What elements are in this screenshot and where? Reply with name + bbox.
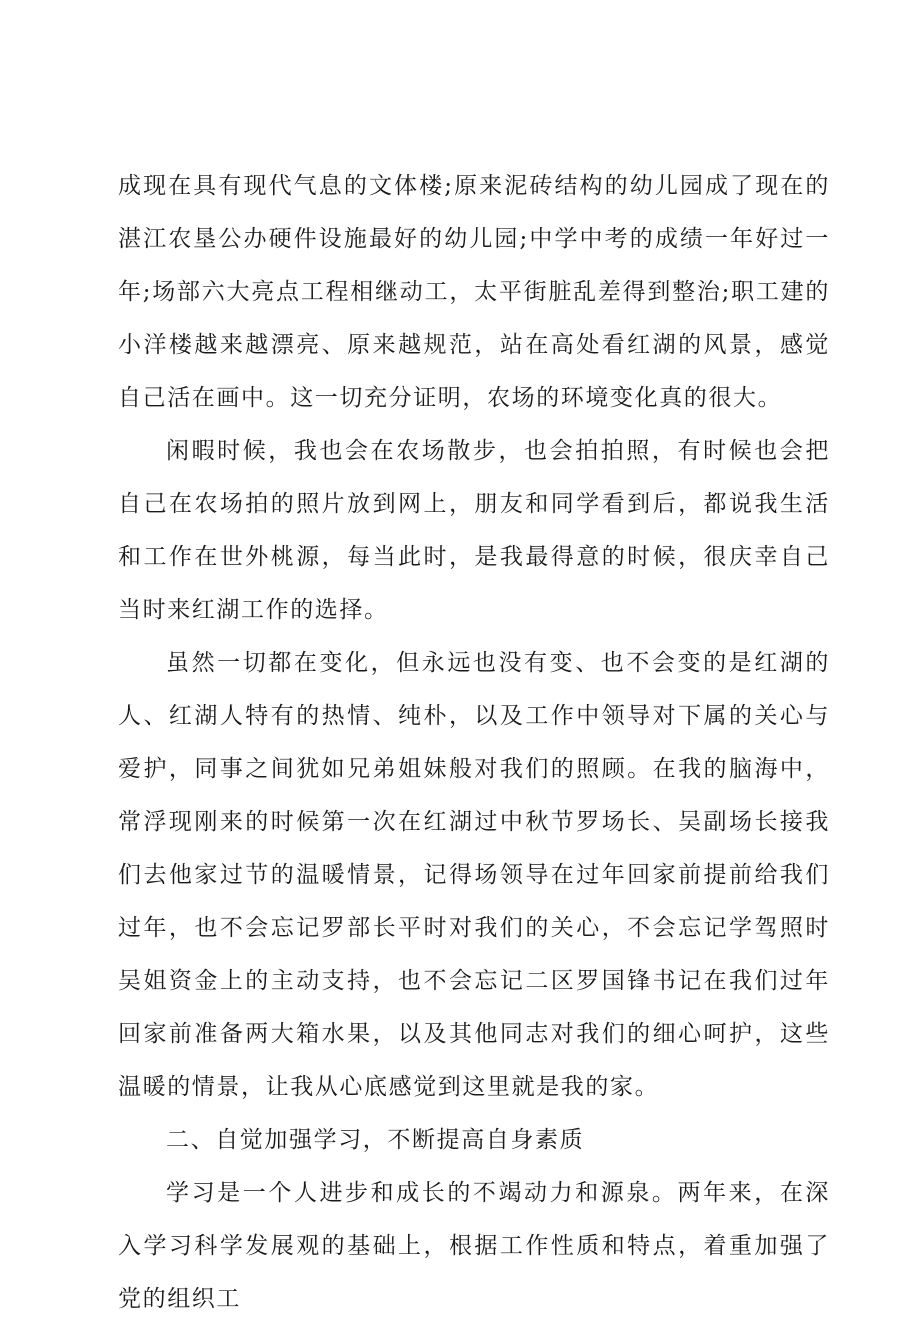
paragraph-people: 虽然一切都在变化，但永远也没有变、也不会变的是红湖的人、红湖人特有的热情、纯朴，以及工作中领导对下属的关心与爱护，同事之间犹如兄弟姐妹般对我们的照顾。在我的脑海中，常浮现刚来的时候第一次在红湖过中秋节罗场长、吴副场长接我们去他家过节的温暖情景，记得场领导在过年回家前提前给我们过年，也不会忘记罗部长平时对我们的关心，不会忘记学驾照时吴姐资金上的主动支持，也不会忘记二区罗国锋书记在我们过年回家前准备两大箱水果，以及其他同志对我们的细心呵护，这些温暖的情景，让我从心底感觉到这里就是我的家。 [118,650,830,1100]
document-body [118,160,830,1326]
paragraph-continuation: 成现在具有现代气息的文体楼;原来泥砖结构的幼儿园成了现在的湛江农垦公办硬件设施最好的幼儿园;中学中考的成绩一年好过一年;场部六大亮点工程相继动工，太平街脏乱差得到整治;职工建的小洋楼越来越漂亮、原来越规范，站在高处看红湖的风景，感觉自己活在画中。这一切充分证明，农场的环境变化真的很大。 [118,173,830,411]
section-heading: 二、自觉加强学习，不断提高自身素质 [166,1127,585,1153]
paragraph-leisure: 闲暇时候，我也会在农场散步，也会拍拍照，有时候也会把自己在农场拍的照片放到网上，朋友和同学看到后，都说我生活和工作在世外桃源，每当此时，是我最得意的时候，很庆幸自己当时来红湖工作的选择。 [118,438,830,623]
paragraph-study: 学习是一个人进步和成长的不竭动力和源泉。两年来，在深入学习科学发展观的基础上，根据工作性质和特点，着重加强了党的组织工 [118,1180,830,1312]
